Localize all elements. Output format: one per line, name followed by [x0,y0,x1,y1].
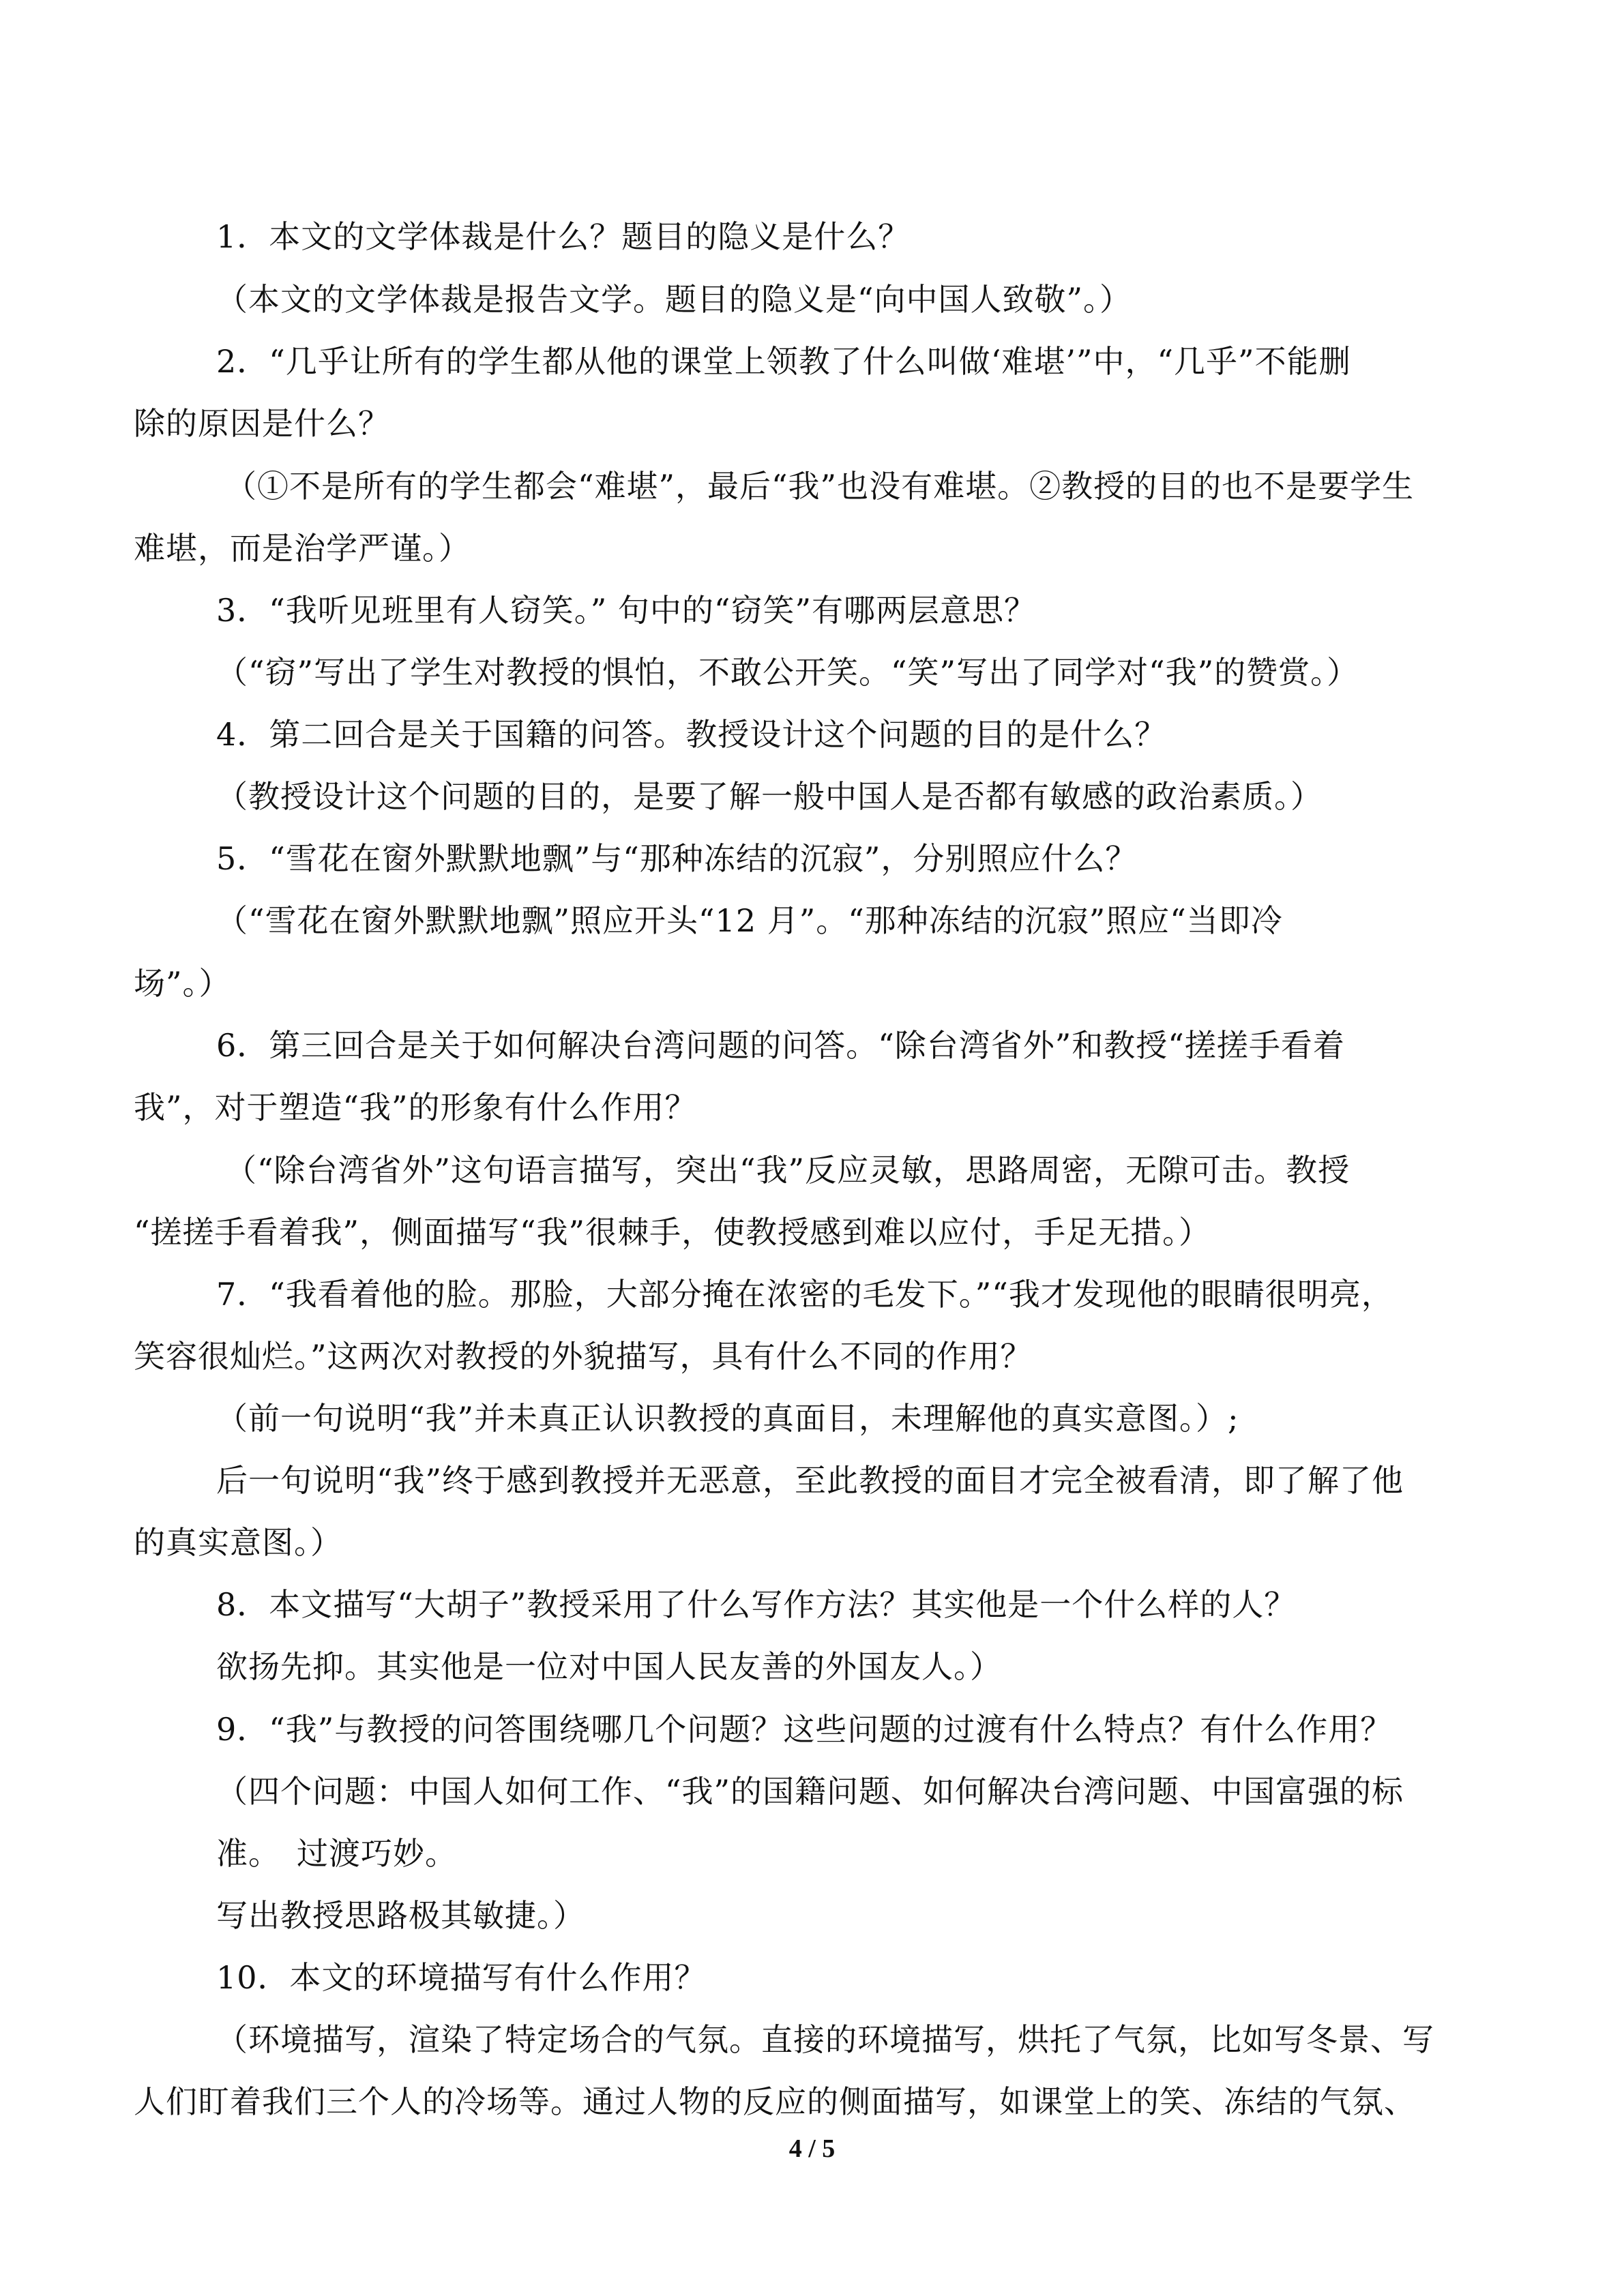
question-5: 5．“雪花在窗外默默地飘”与“那种冻结的沉寂”，分别照应什么？ [216,840,1138,877]
question-9: 9．“我”与教授的问答围绕哪几个问题？这些问题的过渡有什么特点？有什么作用？ [216,1711,1393,1748]
answer-8: 欲扬先抑。其实他是一位对中国人民友善的外国友人。） [216,1648,1002,1685]
answer-3: （“窃”写出了学生对教授的惧怕，不敢公开笑。“笑”写出了同学对“我”的赞赏。） [216,654,1359,691]
answer-10-cont: 人们盯着我们三个人的冷场等。通过人物的反应的侧面描写，如课堂上的笑、冻结的气氛、 [134,2083,1416,2120]
question-7-cont: 笑容很灿烂。”这两次对教授的外貌描写，具有什么不同的作用？ [134,1338,1033,1375]
answer-2: （①不是所有的学生都会“难堪”，最后“我”也没有难堪。②教授的目的也不是要学生 [225,468,1415,505]
answer-4: （教授设计这个问题的目的，是要了解一般中国人是否都有敏感的政治素质。） [216,778,1323,815]
question-2: 2．“几乎让所有的学生都从他的课堂上领教了什么叫做‘难堪’”中，“几乎”不能删 [216,343,1351,380]
question-6-cont: 我”，对于塑造“我”的形象有什么作用？ [134,1089,697,1126]
answer-5: （“雪花在窗外默默地飘”照应开头“12 月”。“那种冻结的沉寂”照应“当即冷 [216,902,1283,939]
question-1: 1．本文的文学体裁是什么？题目的隐义是什么？ [216,218,911,255]
answer-7-cont: 的真实意图。） [134,1524,342,1561]
question-7: 7．“我看着他的脸。那脸，大部分掩在浓密的毛发下。”“我才发现他的眼睛很明亮， [216,1276,1393,1313]
page-number: 4 / 5 [788,2134,836,2163]
answer-9-cont: 准。 过渡巧妙。 [216,1835,457,1872]
question-3: 3．“我听见班里有人窃笑。” 句中的“窃笑”有哪两层意思？ [216,592,1036,629]
answer-6: （“除台湾省外”这句语言描写，突出“我”反应灵敏，思路周密，无隙可击。教授 [225,1152,1350,1189]
answer-9-part2: 写出教授思路极其敏捷。） [216,1897,585,1934]
answer-2-cont: 难堪，而是治学严谨。） [134,530,471,567]
answer-9: （四个问题：中国人如何工作、“我”的国籍问题、如何解决台湾问题、中国富强的标 [216,1773,1404,1810]
question-8: 8．本文描写“大胡子”教授采用了什么写作方法？其实他是一个什么样的人？ [216,1586,1297,1623]
question-4: 4．第二回合是关于国籍的问答。教授设计这个问题的目的是什么？ [216,716,1167,753]
answer-1: （本文的文学体裁是报告文学。题目的隐义是“向中国人致敬”。） [216,281,1132,318]
question-2-cont: 除的原因是什么？ [134,405,390,442]
question-10: 10．本文的环境描写有什么作用？ [216,1959,707,1996]
answer-5-cont: 场”。） [134,965,231,1002]
question-6: 6．第三回合是关于如何解决台湾问题的问答。“除台湾省外”和教授“搓搓手看着 [216,1027,1345,1064]
answer-10: （环境描写，渲染了特定场合的气氛。直接的环境描写，烘托了气氛，比如写冬景、写 [216,2021,1434,2058]
answer-6-cont: “搓搓手看着我”，侧面描写“我”很棘手，使教授感到难以应付，手足无措。） [134,1214,1211,1251]
answer-7-part2: 后一句说明“我”终于感到教授并无恶意，至此教授的面目才完全被看清，即了解了他 [216,1462,1404,1499]
answer-7: （前一句说明“我”并未真正认识教授的真面目，未理解他的真实意图。）; [216,1400,1239,1437]
